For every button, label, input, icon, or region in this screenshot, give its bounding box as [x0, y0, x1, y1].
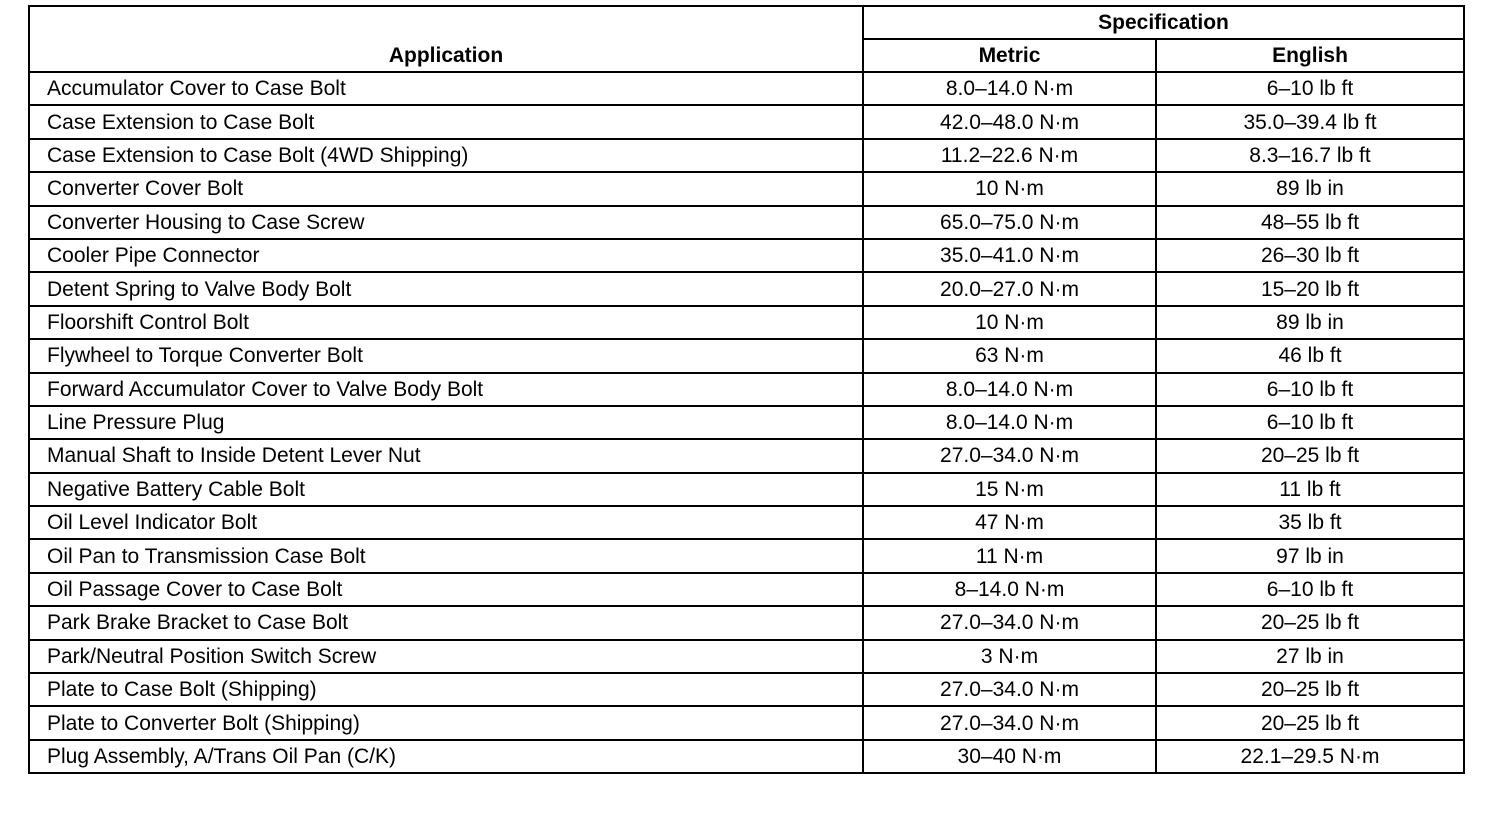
english-cell: 22.1–29.5 N·m: [1156, 740, 1464, 773]
english-cell: 15–20 lb ft: [1156, 272, 1464, 305]
application-cell: Flywheel to Torque Converter Bolt: [29, 339, 863, 372]
application-cell: Accumulator Cover to Case Bolt: [29, 72, 863, 105]
metric-cell: 10 N·m: [863, 306, 1156, 339]
table-row: [29, 206, 1464, 239]
metric-cell: 8.0–14.0 N·m: [863, 373, 1156, 406]
english-cell: 26–30 lb ft: [1156, 239, 1464, 272]
table-row: [29, 406, 1464, 439]
application-cell: Case Extension to Case Bolt (4WD Shipping): [29, 139, 863, 172]
english-column-header: English: [1156, 39, 1464, 72]
english-cell: 48–55 lb ft: [1156, 206, 1464, 239]
metric-cell: 15 N·m: [863, 473, 1156, 506]
application-cell: Plate to Converter Bolt (Shipping): [29, 706, 863, 739]
application-cell: Park/Neutral Position Switch Screw: [29, 640, 863, 673]
english-cell: 6–10 lb ft: [1156, 72, 1464, 105]
application-cell: Oil Level Indicator Bolt: [29, 506, 863, 539]
application-cell: Detent Spring to Valve Body Bolt: [29, 272, 863, 305]
english-cell: 20–25 lb ft: [1156, 439, 1464, 472]
table-row: [29, 239, 1464, 272]
metric-cell: 10 N·m: [863, 172, 1156, 205]
table-row: [29, 373, 1464, 406]
english-cell: 89 lb in: [1156, 172, 1464, 205]
metric-cell: 27.0–34.0 N·m: [863, 439, 1156, 472]
table-row: [29, 105, 1464, 138]
application-cell: Plug Assembly, A/Trans Oil Pan (C/K): [29, 740, 863, 773]
table-row: [29, 506, 1464, 539]
application-cell: Plate to Case Bolt (Shipping): [29, 673, 863, 706]
specification-column-header: Specification: [863, 6, 1464, 39]
application-cell: Floorshift Control Bolt: [29, 306, 863, 339]
metric-cell: 11.2–22.6 N·m: [863, 139, 1156, 172]
metric-cell: 35.0–41.0 N·m: [863, 239, 1156, 272]
table-row: [29, 473, 1464, 506]
application-cell: Cooler Pipe Connector: [29, 239, 863, 272]
english-cell: 97 lb in: [1156, 539, 1464, 572]
metric-cell: 8–14.0 N·m: [863, 573, 1156, 606]
table-header: [29, 6, 1464, 72]
table-row: [29, 640, 1464, 673]
application-cell: Converter Housing to Case Screw: [29, 206, 863, 239]
english-cell: 35 lb ft: [1156, 506, 1464, 539]
english-cell: 27 lb in: [1156, 640, 1464, 673]
table-row: [29, 673, 1464, 706]
table-row: [29, 272, 1464, 305]
english-cell: 20–25 lb ft: [1156, 706, 1464, 739]
application-column-header: Application: [29, 6, 863, 72]
metric-cell: 8.0–14.0 N·m: [863, 406, 1156, 439]
table-body: [29, 72, 1464, 773]
metric-cell: 65.0–75.0 N·m: [863, 206, 1156, 239]
table-row: [29, 139, 1464, 172]
application-cell: Oil Passage Cover to Case Bolt: [29, 573, 863, 606]
metric-cell: 27.0–34.0 N·m: [863, 706, 1156, 739]
metric-cell: 63 N·m: [863, 339, 1156, 372]
application-cell: Forward Accumulator Cover to Valve Body Bolt: [29, 373, 863, 406]
english-cell: 8.3–16.7 lb ft: [1156, 139, 1464, 172]
application-cell: Park Brake Bracket to Case Bolt: [29, 606, 863, 639]
english-cell: 35.0–39.4 lb ft: [1156, 105, 1464, 138]
metric-cell: 8.0–14.0 N·m: [863, 72, 1156, 105]
metric-cell: 11 N·m: [863, 539, 1156, 572]
metric-cell: 20.0–27.0 N·m: [863, 272, 1156, 305]
english-cell: 6–10 lb ft: [1156, 373, 1464, 406]
table-row: [29, 339, 1464, 372]
application-cell: Oil Pan to Transmission Case Bolt: [29, 539, 863, 572]
table-row: [29, 306, 1464, 339]
table-row: [29, 740, 1464, 773]
table-row: [29, 539, 1464, 572]
english-cell: 6–10 lb ft: [1156, 406, 1464, 439]
metric-cell: 30–40 N·m: [863, 740, 1156, 773]
application-cell: Negative Battery Cable Bolt: [29, 473, 863, 506]
english-cell: 20–25 lb ft: [1156, 673, 1464, 706]
table-row: [29, 172, 1464, 205]
english-cell: 20–25 lb ft: [1156, 606, 1464, 639]
table-row: [29, 72, 1464, 105]
metric-cell: 27.0–34.0 N·m: [863, 606, 1156, 639]
table-row: [29, 439, 1464, 472]
metric-cell: 47 N·m: [863, 506, 1156, 539]
metric-cell: 27.0–34.0 N·m: [863, 673, 1156, 706]
metric-column-header: Metric: [863, 39, 1156, 72]
header-row-top: [29, 6, 1464, 39]
metric-cell: 42.0–48.0 N·m: [863, 105, 1156, 138]
torque-spec-table: [28, 5, 1465, 774]
table-row: [29, 706, 1464, 739]
application-cell: Converter Cover Bolt: [29, 172, 863, 205]
application-cell: Manual Shaft to Inside Detent Lever Nut: [29, 439, 863, 472]
metric-cell: 3 N·m: [863, 640, 1156, 673]
application-cell: Line Pressure Plug: [29, 406, 863, 439]
table-row: [29, 606, 1464, 639]
english-cell: 6–10 lb ft: [1156, 573, 1464, 606]
english-cell: 46 lb ft: [1156, 339, 1464, 372]
table-row: [29, 573, 1464, 606]
application-cell: Case Extension to Case Bolt: [29, 105, 863, 138]
english-cell: 11 lb ft: [1156, 473, 1464, 506]
english-cell: 89 lb in: [1156, 306, 1464, 339]
